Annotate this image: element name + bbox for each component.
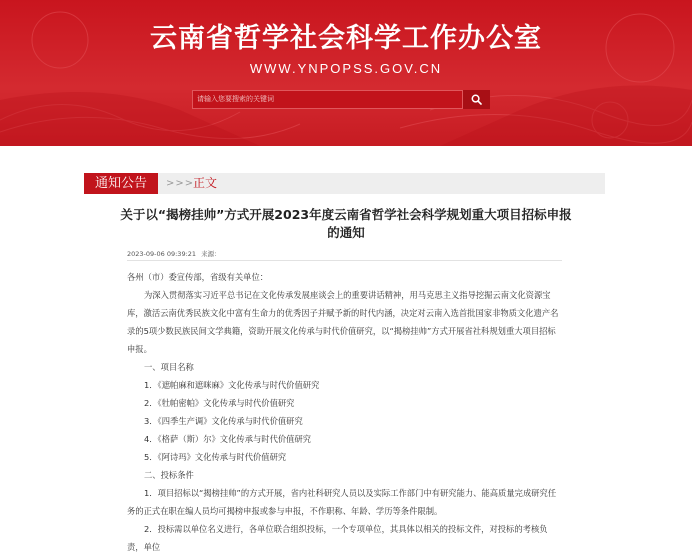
salutation: 各州（市）委宣传部，省级有关单位：	[127, 272, 269, 282]
breadcrumb-current: 正文	[193, 176, 218, 190]
site-title: 云南省哲学社会科学工作办公室	[150, 23, 542, 54]
section-heading: 二、投标条件	[144, 470, 194, 480]
site-url: WWW.YNPOPSS.GOV.CN	[249, 61, 443, 76]
article-body	[127, 268, 564, 556]
breadcrumb	[84, 173, 605, 194]
article-source-label: 来源：	[201, 250, 221, 258]
article-meta	[127, 249, 224, 258]
meta-divider	[127, 260, 562, 261]
breadcrumb-section-link[interactable]: 通知公告	[84, 173, 158, 194]
condition-paragraph: 1．项目招标以“揭榜挂帅”的方式开展，省内社科研究人员以及实际工作部门中有研究能力、能高质量完成研究任务的正式在职在编人员均可揭榜申报或参与申报，不作职称、年龄、学历等条件限制。	[127, 488, 557, 516]
site-header	[0, 0, 692, 146]
article-title: 关于以“揭榜挂帅”方式开展2023年度云南省哲学社会科学规划重大项目招标申报的通知	[120, 207, 572, 240]
breadcrumb-separator: >>>	[166, 178, 195, 189]
list-item: 2．《牡帕密帕》文化传承与时代价值研究	[144, 398, 295, 408]
search-input[interactable]: 请输入您要搜索的关键词	[192, 90, 463, 109]
article-date: 2023-09-06 09:39:21	[127, 250, 197, 258]
section-heading: 一、项目名称	[144, 362, 194, 372]
list-item: 5．《阿诗玛》文化传承与时代价值研究	[144, 452, 287, 462]
condition-paragraph: 2．投标需以单位名义进行，各单位联合组织投标，一个专项单位，其具体以相关的投标文件，对投标的考核负责，单位	[127, 524, 548, 552]
list-item: 1．《遮帕麻和遮咪麻》文化传承与时代价值研究	[144, 380, 320, 390]
list-item: 4．《格萨（斯）尔》文化传承与时代价值研究	[144, 434, 312, 444]
search-icon	[471, 94, 482, 105]
search-button[interactable]	[463, 90, 490, 109]
list-item: 3．《四季生产调》文化传承与时代价值研究	[144, 416, 303, 426]
intro-paragraph: 为深入贯彻落实习近平总书记在文化传承发展座谈会上的重要讲话精神，用马克思主义指导挖掘云南文化资源宝库，激活云南优秀民族文化中富有生命力的优秀因子并赋予新的时代内涵，决定对云南入选首批国家非物质文化遗产名录的5项少数民族民间文学典籍，资助开展文化传承与时代价值研究，以“揭榜挂帅”方式开展省社科规划重大项目招标申报。	[127, 290, 559, 354]
